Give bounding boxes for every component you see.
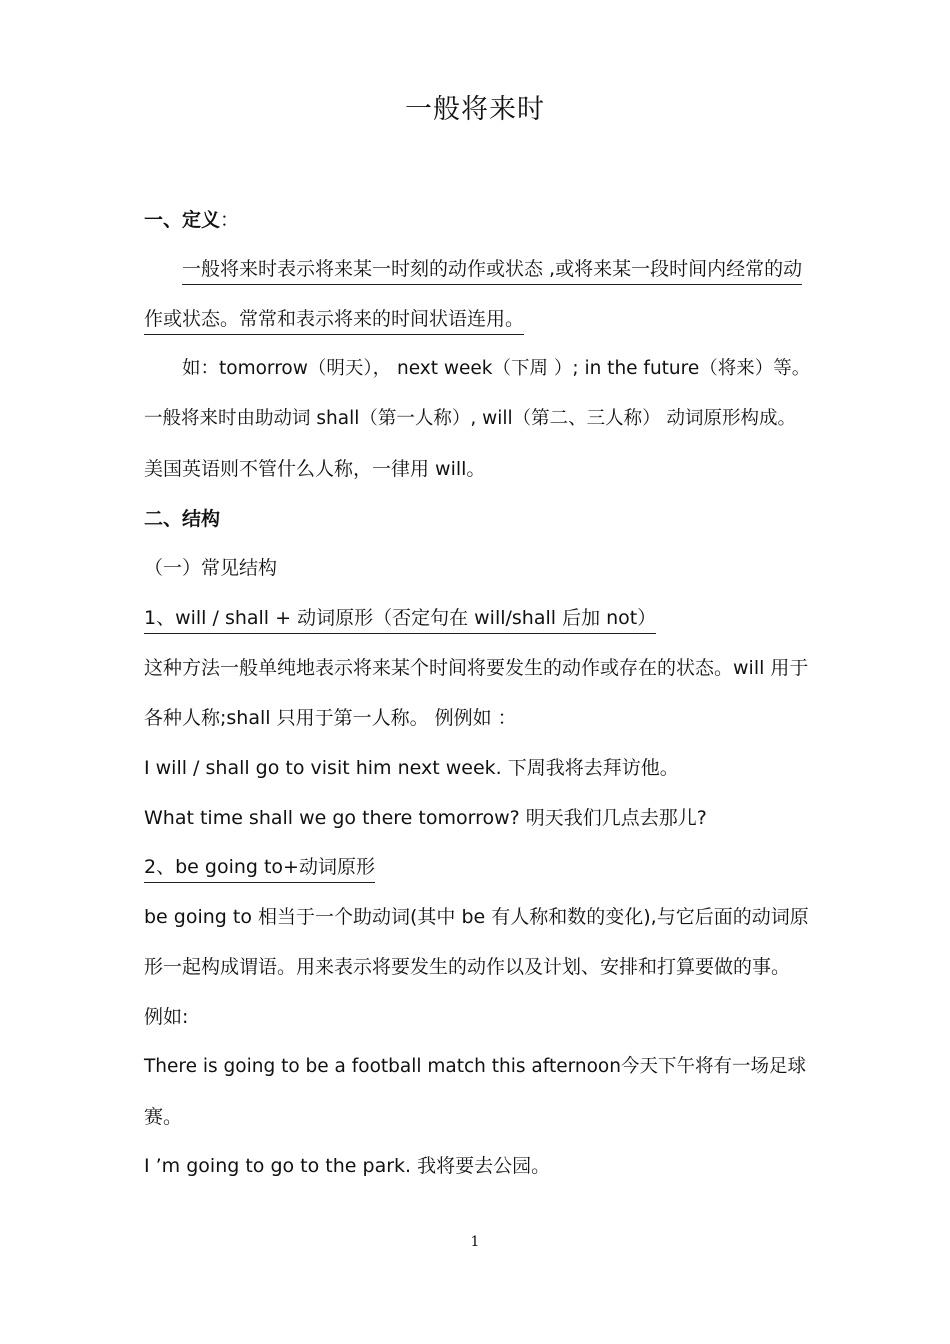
example-sentence: I will / shall go to visit him next week. 下周我将去拜访他。 <box>144 757 679 779</box>
example-sentence: What time shall we go there tomorrow? 明天我们几点去那儿? <box>144 807 707 829</box>
page-title: 一般将来时 <box>405 94 545 125</box>
underlined-definition-2: 作或状态。常常和表示将来的时间状语连用。 <box>144 308 524 335</box>
section-heading-definition: 一、定义 <box>144 209 221 231</box>
structure-1-line <box>144 603 656 633</box>
paragraph-line <box>144 304 524 334</box>
example-sentence: There is going to be a football match this afternoon今天下午将有一场足球 <box>144 1056 806 1077</box>
underlined-definition-1: 一般将来时表示将来某一时刻的动作或状态 ,或将来某一段时间内经常的动 <box>182 258 802 285</box>
paragraph-line: 美国英语则不管什么人称，一律用 will。 <box>144 458 486 480</box>
structure-1-heading: 1、will / shall + 动词原形（否定句在 will/shall 后加 not） <box>144 607 656 634</box>
heading-colon: ： <box>220 209 240 231</box>
page-number: 1 <box>470 1234 480 1250</box>
example-sentence: 赛。 <box>144 1106 183 1128</box>
paragraph-line: 这种方法一般单纯地表示将来某个时间将要发生的动作或存在的状态。will 用于 <box>144 657 809 679</box>
structure-2-heading: 2、be going to+动词原形 <box>144 856 375 883</box>
paragraph-line <box>182 254 802 284</box>
example-time-words: 如：tomorrow（明天）， next week（下周 ）; in the future（将来）等。 <box>182 358 811 379</box>
paragraph-line: 例如: <box>144 1006 189 1028</box>
paragraph-line: be going to 相当于一个助动词(其中 be 有人称和数的变化),与它后面的动词原 <box>144 906 809 928</box>
section-definition <box>144 205 239 235</box>
paragraph-line: 各种人称;shall 只用于第一人称。 例例如 ： <box>144 707 517 729</box>
example-sentence: I ’m going to go to the park. 我将要去公园。 <box>144 1155 551 1177</box>
subsection-heading: （一）常见结构 <box>144 557 278 579</box>
section-heading-structure: 二、结构 <box>144 508 221 530</box>
paragraph-line: 一般将来时由助动词 shall（第一人称）, will（第二、三人称） 动词原形构成。 <box>144 408 797 429</box>
paragraph-line: 形一起构成谓语。用来表示将要发生的动作以及计划、安排和打算要做的事。 <box>144 956 791 978</box>
structure-2-line <box>144 852 375 882</box>
